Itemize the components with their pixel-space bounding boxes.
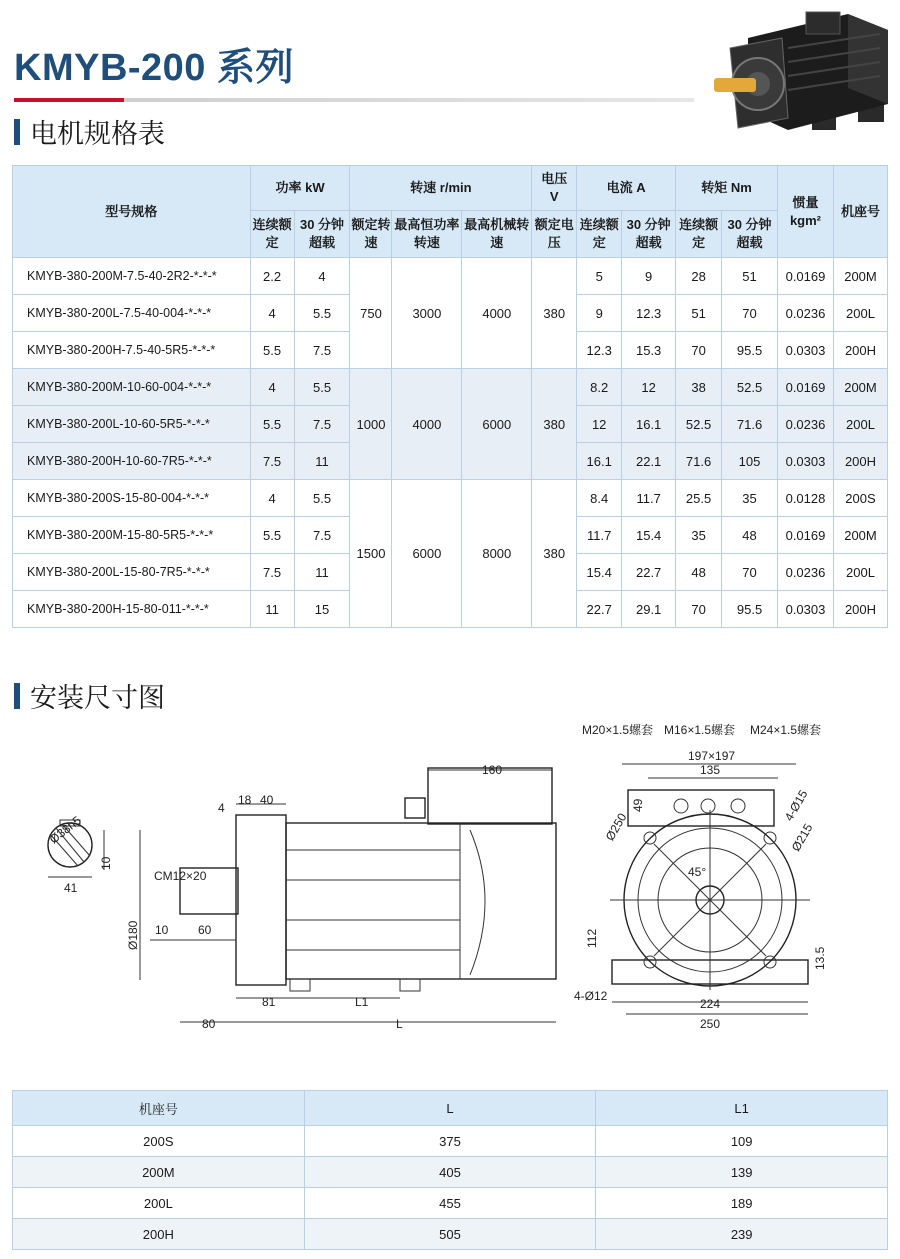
shaft-section-view — [47, 813, 113, 895]
torque-cont-cell: 28 — [676, 258, 722, 295]
dim-4-label: 4 — [218, 801, 225, 815]
torque-overload-cell: 35 — [722, 480, 778, 517]
dim-112-label: 112 — [585, 928, 599, 948]
current-overload-cell: 22.1 — [622, 443, 676, 480]
rated-speed-cell: 750 — [350, 258, 392, 369]
header-model: 型号规格 — [13, 166, 251, 258]
header-power: 功率 kW — [250, 166, 350, 211]
header-power-cont: 连续额定 — [250, 211, 294, 258]
inertia-cell: 0.0303 — [778, 332, 834, 369]
inertia-cell: 0.0236 — [778, 295, 834, 332]
frame-cell: 200M — [833, 369, 887, 406]
inertia-cell: 0.0169 — [778, 258, 834, 295]
torque-overload-cell: 70 — [722, 554, 778, 591]
dimension-cell: 405 — [304, 1157, 596, 1188]
inertia-cell: 0.0303 — [778, 591, 834, 628]
dimension-row — [13, 1126, 888, 1157]
torque-overload-cell: 105 — [722, 443, 778, 480]
power-cont-cell: 5.5 — [250, 517, 294, 554]
current-cont-cell: 12 — [577, 406, 622, 443]
current-overload-cell: 15.4 — [622, 517, 676, 554]
header-rated-voltage: 额定电压 — [532, 211, 577, 258]
dim-160-label: 160 — [482, 763, 503, 777]
power-overload-cell: 15 — [294, 591, 350, 628]
voltage-cell: 380 — [532, 369, 577, 480]
current-overload-cell: 12 — [622, 369, 676, 406]
header-current: 电流 A — [577, 166, 676, 211]
power-overload-cell: 11 — [294, 443, 350, 480]
spec-table — [12, 165, 888, 628]
model-cell: KMYB-380-200M-15-80-5R5-*-*-* — [13, 517, 251, 554]
frame-cell: 200M — [833, 517, 887, 554]
section-marker — [14, 683, 20, 709]
dimension-row — [13, 1188, 888, 1219]
power-cont-cell: 4 — [250, 480, 294, 517]
dimension-cell: 109 — [596, 1126, 888, 1157]
power-cont-cell: 4 — [250, 369, 294, 406]
header-current-overload: 30 分钟超载 — [622, 211, 676, 258]
dimension-row — [13, 1157, 888, 1188]
dimension-header-cell: L1 — [596, 1091, 888, 1126]
header-max-mech-speed: 最高机械转速 — [462, 211, 532, 258]
inertia-cell: 0.0236 — [778, 554, 834, 591]
dimension-cell: 139 — [596, 1157, 888, 1188]
power-overload-cell: 7.5 — [294, 517, 350, 554]
dim-135-label: 135 — [700, 763, 721, 777]
current-overload-cell: 9 — [622, 258, 676, 295]
model-cell: KMYB-380-200H-15-80-011-*-*-* — [13, 591, 251, 628]
motor-side-view — [126, 763, 556, 1031]
dimension-cell: 189 — [596, 1188, 888, 1219]
header-torque-cont: 连续额定 — [676, 211, 722, 258]
m16-label: M16×1.5螺套 — [664, 723, 736, 737]
rated-speed-cell: 1500 — [350, 480, 392, 628]
inertia-cell: 0.0303 — [778, 443, 834, 480]
power-overload-cell: 7.5 — [294, 406, 350, 443]
current-cont-cell: 8.4 — [577, 480, 622, 517]
inertia-cell: 0.0236 — [778, 406, 834, 443]
max-const-cell: 4000 — [392, 369, 462, 480]
model-cell: KMYB-380-200L-10-60-5R5-*-*-* — [13, 406, 251, 443]
current-cont-cell: 9 — [577, 295, 622, 332]
model-cell: KMYB-380-200M-7.5-40-2R2-*-*-* — [13, 258, 251, 295]
dim-197-label: 197×197 — [688, 749, 736, 763]
dimension-cell: 200M — [13, 1157, 305, 1188]
inertia-cell: 0.0169 — [778, 517, 834, 554]
dim-81-label: 81 — [262, 995, 276, 1009]
dimension-cell: 200L — [13, 1188, 305, 1219]
dim-60-label: 60 — [198, 923, 212, 937]
inertia-cell: 0.0128 — [778, 480, 834, 517]
current-cont-cell: 11.7 — [577, 517, 622, 554]
dimension-table — [12, 1090, 888, 1250]
dimension-cell: 200H — [13, 1219, 305, 1250]
motor-front-view — [574, 722, 827, 1031]
install-section-title: 安装尺寸图 — [30, 683, 165, 713]
torque-cont-cell: 51 — [676, 295, 722, 332]
model-cell: KMYB-380-200H-7.5-40-5R5-*-*-* — [13, 332, 251, 369]
dimension-header-cell: L — [304, 1091, 596, 1126]
torque-overload-cell: 71.6 — [722, 406, 778, 443]
current-overload-cell: 15.3 — [622, 332, 676, 369]
dim-49-label: 49 — [631, 798, 645, 812]
power-cont-cell: 7.5 — [250, 443, 294, 480]
dimension-cell: 505 — [304, 1219, 596, 1250]
dim-250-circle-label: Ø250 — [602, 810, 630, 844]
dimension-cell: 200S — [13, 1126, 305, 1157]
header-speed: 转速 r/min — [350, 166, 532, 211]
dim-250-label: 250 — [700, 1017, 721, 1031]
rated-speed-cell: 1000 — [350, 369, 392, 480]
power-cont-cell: 4 — [250, 295, 294, 332]
shaft-dia-label: Ø38h5 — [46, 813, 84, 847]
power-cont-cell: 2.2 — [250, 258, 294, 295]
current-cont-cell: 12.3 — [577, 332, 622, 369]
header-torque: 转矩 Nm — [676, 166, 778, 211]
motor-product-image — [708, 8, 894, 144]
header-frame: 机座号 — [833, 166, 887, 258]
flange-dia-label: Ø180 — [126, 920, 140, 950]
power-cont-cell: 5.5 — [250, 406, 294, 443]
header-torque-overload: 30 分钟超载 — [722, 211, 778, 258]
current-cont-cell: 15.4 — [577, 554, 622, 591]
current-cont-cell: 22.7 — [577, 591, 622, 628]
frame-cell: 200H — [833, 591, 887, 628]
dim-13-5-label: 13.5 — [813, 946, 827, 970]
header-max-const-speed: 最高恒功率转速 — [392, 211, 462, 258]
power-overload-cell: 5.5 — [294, 480, 350, 517]
power-cont-cell: 7.5 — [250, 554, 294, 591]
spec-section-heading — [14, 112, 165, 151]
holes-4-15-label: 4-Ø15 — [781, 787, 811, 824]
frame-cell: 200L — [833, 554, 887, 591]
torque-cont-cell: 52.5 — [676, 406, 722, 443]
power-overload-cell: 11 — [294, 554, 350, 591]
max-const-cell: 3000 — [392, 258, 462, 369]
dimension-row — [13, 1219, 888, 1250]
power-cont-cell: 11 — [250, 591, 294, 628]
torque-cont-cell: 71.6 — [676, 443, 722, 480]
max-const-cell: 6000 — [392, 480, 462, 628]
current-overload-cell: 12.3 — [622, 295, 676, 332]
power-overload-cell: 7.5 — [294, 332, 350, 369]
shaft-41-label: 41 — [64, 881, 78, 895]
dimension-header-row — [13, 1091, 888, 1126]
frame-cell: 200H — [833, 443, 887, 480]
current-overload-cell: 11.7 — [622, 480, 676, 517]
dim-80-label: 80 — [202, 1017, 216, 1031]
frame-cell: 200L — [833, 295, 887, 332]
voltage-cell: 380 — [532, 258, 577, 369]
torque-overload-cell: 52.5 — [722, 369, 778, 406]
current-cont-cell: 16.1 — [577, 443, 622, 480]
dim-40-label: 40 — [260, 793, 274, 807]
torque-overload-cell: 95.5 — [722, 332, 778, 369]
installation-drawing — [0, 720, 900, 1080]
dim-215-label: Ø215 — [788, 821, 816, 854]
page-title: KMYB-200 系列 — [14, 47, 294, 89]
m24-label: M24×1.5螺套 — [750, 723, 822, 737]
dimension-cell: 239 — [596, 1219, 888, 1250]
section-marker — [14, 119, 20, 145]
model-cell: KMYB-380-200L-7.5-40-004-*-*-* — [13, 295, 251, 332]
torque-cont-cell: 25.5 — [676, 480, 722, 517]
dimension-header-cell: 机座号 — [13, 1091, 305, 1126]
frame-cell: 200H — [833, 332, 887, 369]
current-overload-cell: 22.7 — [622, 554, 676, 591]
spec-row — [13, 480, 888, 517]
header-current-cont: 连续额定 — [577, 211, 622, 258]
header-rated-speed: 额定转速 — [350, 211, 392, 258]
torque-cont-cell: 70 — [676, 591, 722, 628]
title-divider — [14, 98, 694, 102]
torque-overload-cell: 70 — [722, 295, 778, 332]
header-inertia: 惯量 kgm² — [778, 166, 834, 258]
max-mech-cell: 6000 — [462, 369, 532, 480]
torque-overload-cell: 95.5 — [722, 591, 778, 628]
spec-section-title: 电机规格表 — [30, 119, 165, 149]
torque-cont-cell: 38 — [676, 369, 722, 406]
dim-10-label: 10 — [155, 923, 169, 937]
spec-row — [13, 258, 888, 295]
frame-cell: 200L — [833, 406, 887, 443]
max-mech-cell: 8000 — [462, 480, 532, 628]
dimension-cell: 375 — [304, 1126, 596, 1157]
torque-overload-cell: 48 — [722, 517, 778, 554]
dim-L-label: L — [396, 1017, 403, 1031]
power-overload-cell: 4 — [294, 258, 350, 295]
current-cont-cell: 5 — [577, 258, 622, 295]
header-voltage: 电压 V — [532, 166, 577, 211]
power-cont-cell: 5.5 — [250, 332, 294, 369]
spec-row — [13, 369, 888, 406]
holes-4-12-label: 4-Ø12 — [574, 989, 608, 1003]
current-overload-cell: 29.1 — [622, 591, 676, 628]
frame-cell: 200M — [833, 258, 887, 295]
m20-label: M20×1.5螺套 — [582, 723, 654, 737]
dim-224-label: 224 — [700, 997, 721, 1011]
power-overload-cell: 5.5 — [294, 295, 350, 332]
header-power-overload: 30 分钟超载 — [294, 211, 350, 258]
torque-cont-cell: 48 — [676, 554, 722, 591]
torque-cont-cell: 70 — [676, 332, 722, 369]
torque-overload-cell: 51 — [722, 258, 778, 295]
current-overload-cell: 16.1 — [622, 406, 676, 443]
max-mech-cell: 4000 — [462, 258, 532, 369]
model-cell: KMYB-380-200S-15-80-004-*-*-* — [13, 480, 251, 517]
model-cell: KMYB-380-200H-10-60-7R5-*-*-* — [13, 443, 251, 480]
dimension-cell: 455 — [304, 1188, 596, 1219]
model-cell: KMYB-380-200M-10-60-004-*-*-* — [13, 369, 251, 406]
angle-45-label: 45° — [688, 865, 707, 879]
model-cell: KMYB-380-200L-15-80-7R5-*-*-* — [13, 554, 251, 591]
torque-cont-cell: 35 — [676, 517, 722, 554]
frame-cell: 200S — [833, 480, 887, 517]
dim-L1-label: L1 — [355, 995, 369, 1009]
dim-18-label: 18 — [238, 793, 252, 807]
inertia-cell: 0.0169 — [778, 369, 834, 406]
current-cont-cell: 8.2 — [577, 369, 622, 406]
voltage-cell: 380 — [532, 480, 577, 628]
install-section-heading — [14, 676, 165, 715]
shaft-10-label: 10 — [99, 856, 113, 870]
thread-label: CM12×20 — [154, 869, 207, 883]
power-overload-cell: 5.5 — [294, 369, 350, 406]
